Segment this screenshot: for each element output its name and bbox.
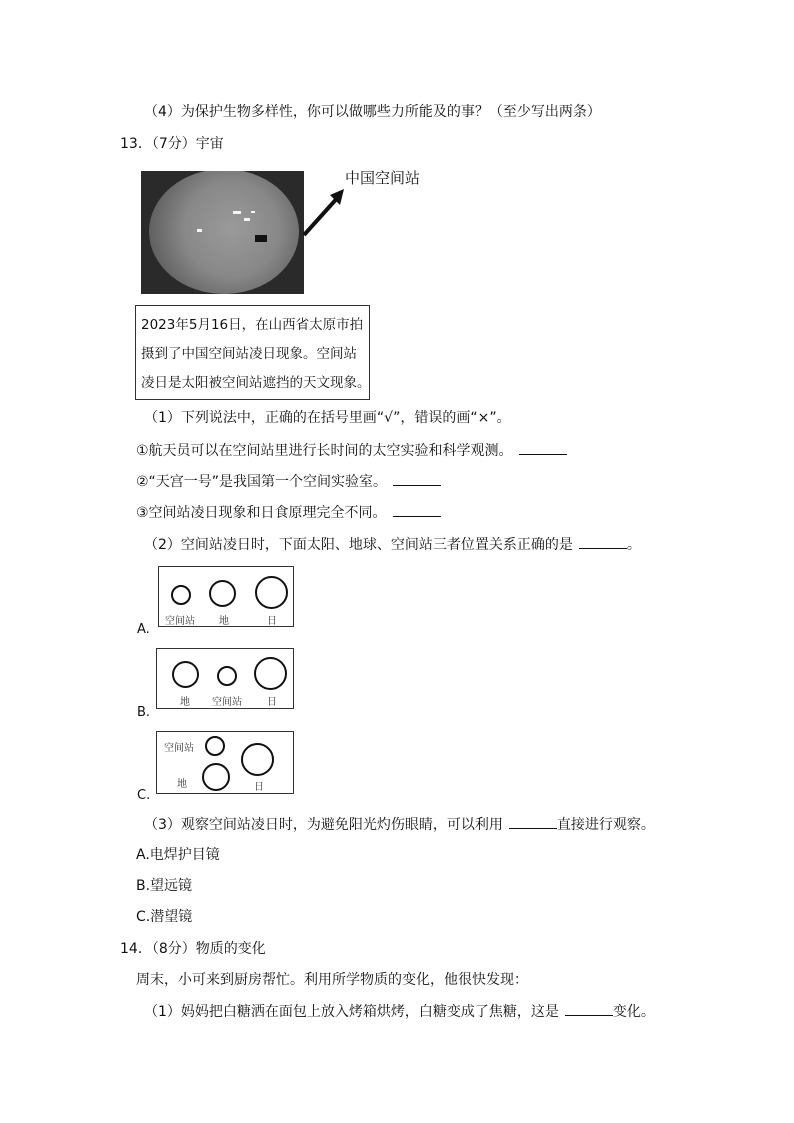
answer-blank[interactable] <box>565 1001 613 1016</box>
image-caption: 中国空间站 <box>345 169 421 187</box>
part3-prompt <box>144 814 655 835</box>
answer-blank[interactable] <box>509 814 557 829</box>
label-sun: 日 <box>267 697 277 708</box>
part2-end: 。 <box>626 537 641 553</box>
choice-b[interactable]: B.望远镜 <box>136 878 193 894</box>
q14-part1 <box>144 1001 655 1022</box>
part3-prompt-text: （3）观察空间站凌日时，为避免阳光灼伤眼睛，可以利用 <box>144 817 503 833</box>
statement-3-text: ③空间站凌日现象和日食原理完全不同。 <box>136 505 387 521</box>
part1-prompt: （1）下列说法中，正确的在括号里画“√”，错误的画“×”。 <box>144 410 511 426</box>
statement-1 <box>136 440 567 461</box>
q13-header: 13．（7分）宇宙 <box>120 136 224 152</box>
arrow-icon <box>300 185 350 245</box>
part2-prompt-text: （2）空间站凌日时，下面太阳、地球、空间站三者位置关系正确的是 <box>144 537 573 553</box>
q14-part1-text: （1）妈妈把白糖洒在面包上放入烤箱烘烤，白糖变成了焦糖，这是 <box>144 1004 559 1020</box>
option-c-letter: C. <box>137 788 151 803</box>
answer-blank[interactable] <box>393 502 441 517</box>
label-sun: 日 <box>254 782 264 793</box>
sun-disc <box>149 171 299 294</box>
label-earth: 地 <box>180 697 190 708</box>
answer-blank[interactable] <box>393 471 441 486</box>
q14-header: 14．（8分）物质的变化 <box>120 941 266 957</box>
info-text-box <box>135 305 370 400</box>
statement-1-text: ①航天员可以在空间站里进行长时间的太空实验和科学观测。 <box>136 443 513 459</box>
part2-prompt <box>144 534 641 555</box>
statement-3 <box>136 502 441 523</box>
space-station-silhouette <box>255 235 267 242</box>
part3-end: 直接进行观察。 <box>556 817 655 833</box>
text-box-line: 摄到了中国空间站凌日现象。空间站 <box>141 346 357 362</box>
choice-c[interactable]: C.潜望镜 <box>136 909 193 925</box>
option-a-diagram[interactable] <box>158 566 294 627</box>
option-b-diagram[interactable] <box>156 648 294 709</box>
choice-a[interactable]: A.电焊护目镜 <box>136 847 220 863</box>
label-space-station: 空间站 <box>165 616 195 627</box>
q14-part1-end: 变化。 <box>612 1004 655 1020</box>
option-c-diagram[interactable] <box>156 731 294 794</box>
label-earth: 地 <box>219 616 229 627</box>
text-box-line: 2023年5月16日，在山西省太原市拍 <box>141 317 364 333</box>
statement-2 <box>136 471 441 492</box>
label-sun: 日 <box>267 616 277 627</box>
text-box-line: 凌日是太阳被空间站遮挡的天文现象。 <box>141 375 371 391</box>
sun-transit-photo <box>141 171 304 294</box>
option-b-letter: B. <box>137 705 151 720</box>
q12-part4: （4）为保护生物多样性，你可以做哪些力所能及的事？（至少写出两条） <box>144 104 601 120</box>
label-earth: 地 <box>177 779 187 790</box>
answer-blank[interactable] <box>519 440 567 455</box>
q14-intro: 周末，小可来到厨房帮忙。利用所学物质的变化，他很快发现： <box>136 972 528 988</box>
label-space-station: 空间站 <box>212 697 242 708</box>
answer-blank[interactable] <box>579 534 627 549</box>
statement-2-text: ②“天宫一号”是我国第一个空间实验室。 <box>136 474 388 490</box>
label-space-station: 空间站 <box>164 743 194 754</box>
option-a-letter: A. <box>137 622 150 637</box>
